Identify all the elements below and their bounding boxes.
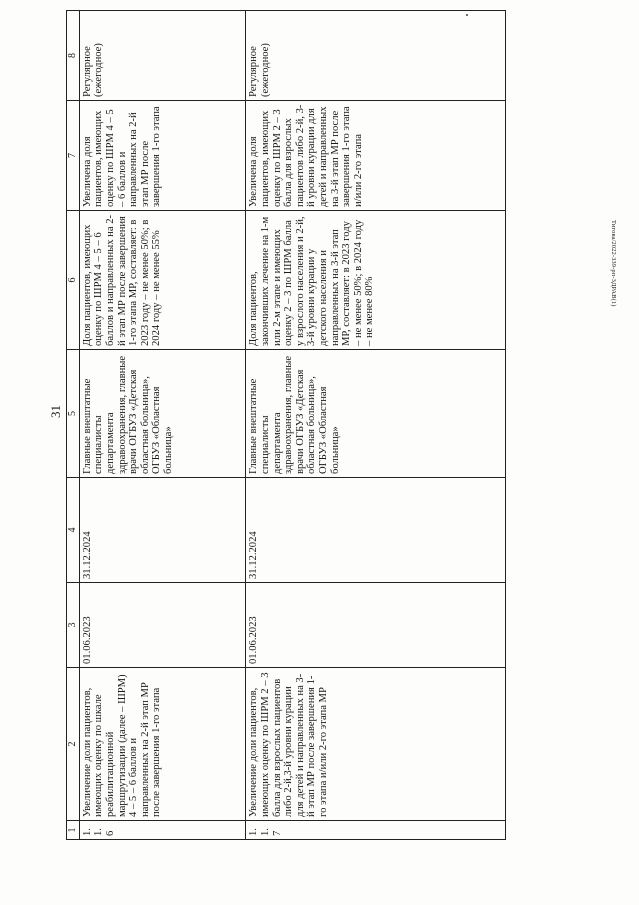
measures-table — [66, 10, 506, 840]
page-number: 31 — [48, 405, 63, 418]
document-footer: Тигова/2022-339-рп-3ДРАВ(1) — [610, 220, 617, 307]
row-number: 1.1.6 — [79, 821, 246, 840]
measure-type: Регулярное (ежегодное) — [246, 11, 506, 101]
end-date: 31.12.2024 — [246, 478, 506, 583]
header-col-1: 1 — [67, 821, 80, 840]
table-header-row — [67, 11, 80, 840]
end-date: 31.12.2024 — [79, 478, 246, 583]
measure-type: Регулярное (ежегодное) — [79, 11, 246, 101]
header-col-5: 5 — [67, 350, 80, 478]
start-date: 01.06.2023 — [246, 583, 506, 668]
header-col-3: 3 — [67, 583, 80, 668]
start-date: 01.06.2023 — [79, 583, 246, 668]
measure-name: Увеличение доли пациентов, имеющих оценку по шкале реабилитационной маршрутизации (далее – ШРМ) 4 – 5 – 6 баллов и направленных на 2-й этап МР после завершения 1-го этапа — [79, 668, 246, 821]
row-number: 1.1.7 — [246, 821, 506, 840]
header-col-7: 7 — [67, 101, 80, 211]
indicator: Доля пациентов, имеющих оценку по ШРМ 4 – 5 – 6 баллов и направленных на 2-й этап МР после завершения 1-го этапа МР, составляет: в 2023 году – не менее 50%; в 2024 году – не менее 55% — [79, 211, 246, 350]
indicator: Доля пациентов, закончивших лечение на 1-м или 2-м этапе и имеющих оценку 2 – 3 по ШРМ балла у взрослого населения и 2-й, 3-й уровни курации у детского населения и направленных на 3-й этап МР, составляет: в 2023 году – не менее 50%; в 2024 году – не менее 80% — [246, 211, 506, 350]
responsible: Главные внештатные специалисты департамента здравоохранения, главные врачи ОГБУЗ «Детская областная больница», ОГБУЗ «Областная больница» — [79, 350, 246, 478]
measure-name: Увеличение доли пациентов, имеющих оценку по ШРМ 2 – 3 балла для взрослых пациентов либо 2-й,3-й уровни курации для детей и направленных на 3-й этап МР после завершения 1-го этапа и/или 2-го этапа МР — [246, 668, 506, 821]
rotated-table-container — [66, 30, 506, 840]
responsible: Главные внештатные специалисты департамента здравоохранения, главные врачи ОГБУЗ «Детская областная больница», ОГБУЗ «Областная больница» — [246, 350, 506, 478]
header-col-4: 4 — [67, 478, 80, 583]
header-col-2: 2 — [67, 668, 80, 821]
table-row — [79, 11, 246, 840]
header-col-6: 6 — [67, 211, 80, 350]
header-col-8: 8 — [67, 11, 80, 101]
result: Увеличена доля пациентов, имеющих оценку по ШРМ 4 – 5 – 6 баллов и направленных на 2-й этап МР после завершения 1-го этапа — [79, 101, 246, 211]
table-row — [246, 11, 506, 840]
result: Увеличена доля пациентов, имеющих оценку по ШРМ 2 – 3 балла для взрослых пациентов либо 2-й, 3-й уровни курации для детей и направленных на 3-й этап МР после завершения 1-го этапа и/или 2-го этапа — [246, 101, 506, 211]
